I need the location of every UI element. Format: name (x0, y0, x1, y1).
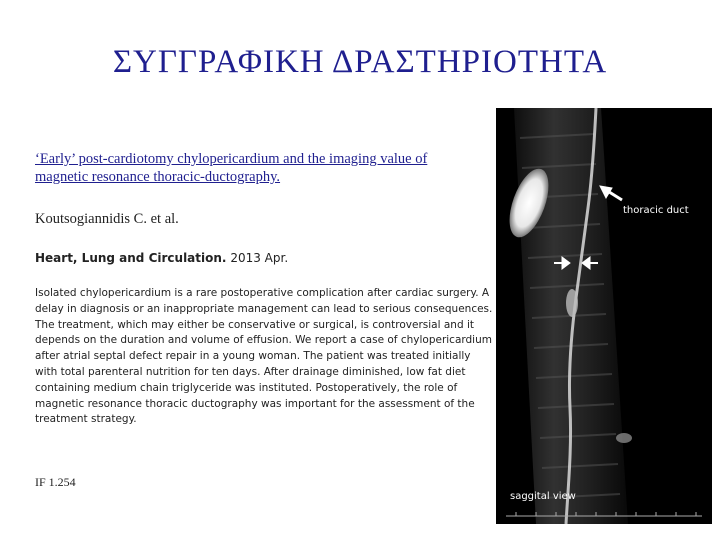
journal-citation (35, 251, 288, 265)
article-abstract: Isolated chylopericardium is a rare postoperative complication after cardiac surgery. A delay in diagnosis or an inappropriate management can lead to serious consequences. The treatment, which may either be conservative or surgical, is controversial and it depends on the duration and volume of effusion. We report a case of chylopericardium after atrial septal defect repair in a young woman. The patient was treated initially with total parenteral nutrition for ten days. After drainage diminished, low fat diet containing medium chain triglyceride was instituted. Postoperatively, the role of magnetic resonance thoracic ductography was important for the assessment of the treatment strategy. (35, 287, 493, 426)
slide-title: ΣΥΓΓΡΑΦΙΚΗ ΔΡΑΣΤΗΡΙΟΤΗΤΑ (112, 44, 608, 80)
sagittal-view-label: saggital view (510, 491, 576, 502)
mri-image (496, 108, 712, 524)
mri-scan-graphic (496, 108, 712, 524)
journal-name: Heart, Lung and Circulation. (35, 251, 227, 265)
journal-date: 2013 Apr. (230, 251, 289, 265)
impact-factor: IF 1.254 (35, 475, 76, 489)
article-authors: Koutsogiannidis C. et al. (35, 211, 179, 227)
article-title-link[interactable]: ‘Early’ post-cardiotomy chylopericardium and the imaging value of magnetic resonance thoracic-ductography. (35, 151, 428, 185)
thoracic-duct-label: thoracic duct (623, 205, 689, 216)
